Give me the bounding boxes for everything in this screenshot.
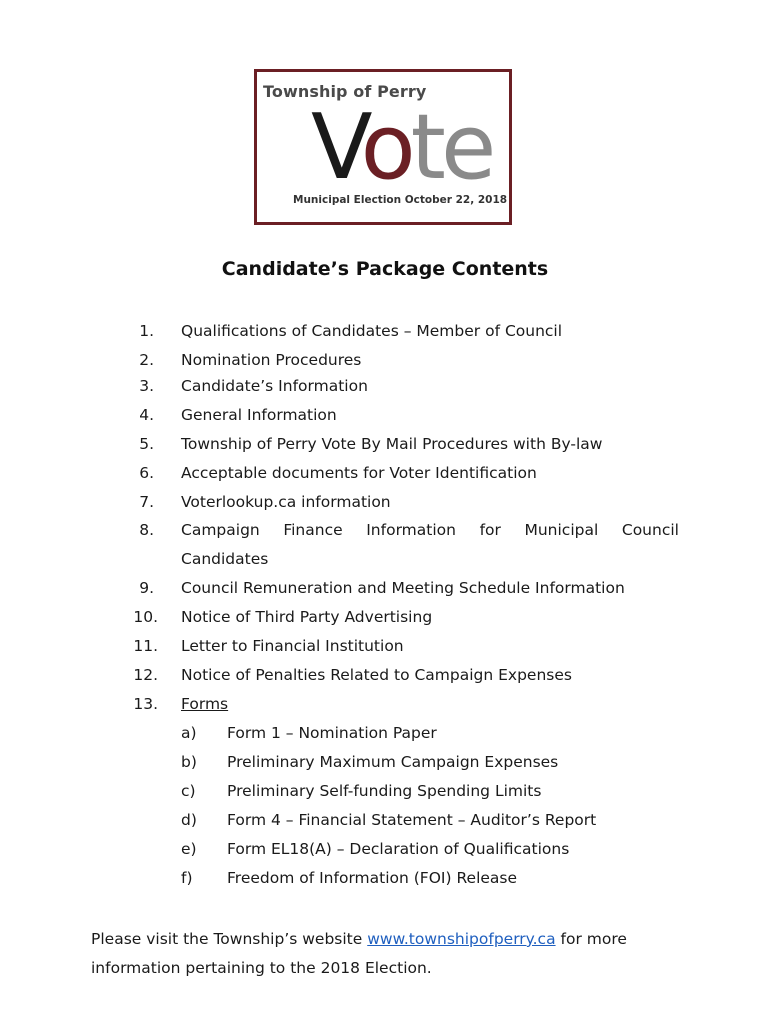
list-item-number: 5. (139, 435, 154, 453)
list-item-text: General Information (181, 406, 337, 424)
list-item-number: 13. (133, 695, 158, 713)
list-item-text: Council Remuneration and Meeting Schedule Information (181, 579, 625, 597)
list-item-word: Campaign (181, 521, 260, 539)
list-item-text (181, 521, 679, 539)
form-item-text: Freedom of Information (FOI) Release (227, 869, 518, 887)
list-item-number: 12. (133, 666, 158, 684)
form-item-text: Form 1 – Nomination Paper (227, 724, 437, 742)
list-item-number: 10. (133, 608, 158, 626)
list-item-number: 8. (139, 521, 154, 539)
list-item-number: 1. (139, 322, 154, 340)
township-website-link[interactable]: www.townshipofperry.ca (367, 930, 556, 948)
list-item-text: Acceptable documents for Voter Identification (181, 464, 537, 482)
list-item-number: 3. (139, 377, 154, 395)
list-item-text: Candidate’s Information (181, 377, 368, 395)
list-item-text: Township of Perry Vote By Mail Procedures with By-law (181, 435, 603, 453)
form-item-letter: e) (181, 840, 197, 858)
list-item-text: Notice of Penalties Related to Campaign Expenses (181, 666, 572, 684)
list-item-number: 11. (133, 637, 158, 655)
list-item-number: 2. (139, 351, 154, 369)
form-item-letter: d) (181, 811, 197, 829)
logo-election-date: Municipal Election October 22, 2018 (293, 194, 508, 206)
logo-vote-word (311, 95, 492, 200)
footer-text-after: for more information pertaining to the 2018 Election. (91, 930, 627, 977)
list-item-word: Council (621, 521, 679, 539)
election-logo (254, 69, 512, 225)
form-item-text: Preliminary Self-funding Spending Limits (227, 782, 542, 800)
form-item-text: Preliminary Maximum Campaign Expenses (227, 753, 559, 771)
page-title: Candidate’s Package Contents (221, 258, 549, 280)
footer-text-before: Please visit the Township’s website (91, 930, 368, 948)
list-item-word: Information (366, 521, 456, 539)
form-item-text: Form 4 – Financial Statement – Auditor’s Report (227, 811, 597, 829)
list-item-text: Nomination Procedures (181, 351, 362, 369)
list-item-number: 7. (139, 493, 154, 511)
list-item-text: Letter to Financial Institution (181, 637, 404, 655)
form-item-letter: f) (181, 869, 193, 887)
list-item-word: Finance (283, 521, 343, 539)
form-item-text: Form EL18(A) – Declaration of Qualifications (227, 840, 570, 858)
forms-heading: Forms (181, 695, 229, 713)
form-item-letter: a) (181, 724, 197, 742)
logo-vote-letters-te: te (410, 95, 492, 200)
list-item-number: 4. (139, 406, 154, 424)
list-item-text: Voterlookup.ca information (181, 493, 391, 511)
list-item-number: 6. (139, 464, 154, 482)
logo-township-name: Township of Perry (263, 82, 427, 101)
logo-vote-letter-o: o (360, 95, 411, 200)
list-item-number: 9. (139, 579, 154, 597)
list-item-text: Qualifications of Candidates – Member of Council (181, 322, 563, 340)
footer-note (91, 925, 691, 983)
list-item-text-continued: Candidates (181, 550, 269, 568)
list-item-word: Municipal (524, 521, 599, 539)
logo-vote-letter-v: V (311, 95, 361, 200)
form-item-letter: c) (181, 782, 196, 800)
list-item-text: Notice of Third Party Advertising (181, 608, 433, 626)
form-item-letter: b) (181, 753, 197, 771)
list-item-word: for (479, 521, 501, 539)
